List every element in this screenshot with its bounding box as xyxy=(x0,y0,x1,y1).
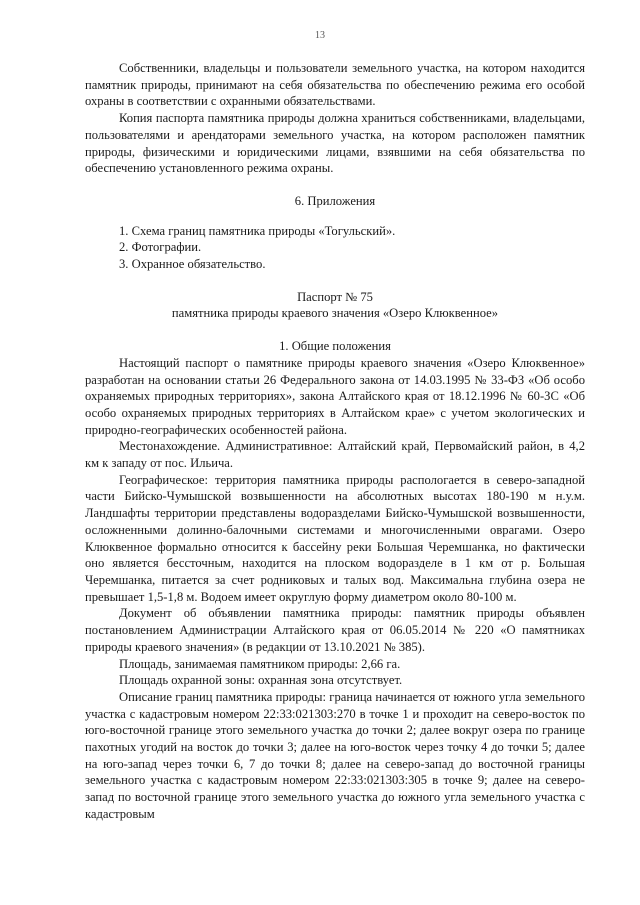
page-content xyxy=(85,60,585,823)
paragraph-declaration-document: Документ об объявлении памятника природы: памятник природы объявлен постановлением Администрации Алтайского края от 06.05.2014 № 220 «О памятниках природы краевого значения» (в редакции от 13.10.2021 № 385). xyxy=(85,606,585,654)
paragraph-owners-obligations: Собственники, владельцы и пользователи земельного участка, на котором находится памятник природы, принимают на себя обязательства по обеспечению режима его особой охраны в соответствии с охранными обязательствами. xyxy=(85,61,585,109)
section-heading: 1. Общие положения xyxy=(279,339,391,354)
appendix-heading: 6. Приложения xyxy=(294,193,376,208)
paragraph-passport-copy: Копия паспорта памятника природы должна храниться собственниками, владельцами, пользователями и арендаторами земельного участка, на котором расположен памятник природы, физическими и юридическими лицами, взявшими на себя обязательства по обеспечению установленного режима охраны. xyxy=(85,111,585,176)
page-number: 13 xyxy=(315,30,325,41)
paragraph-geography: Географическое: территория памятника природы распологается в северо-западной части Бийско-Чумышской возвышенности на абсолютных высотах 180-190 м н.у.м. Ландшафты территории представлены водоразделами Бийско-Чумышской возвышенности, осложненными долинно-балочными системами и многочисленными оврагами. Озеро Клюквенное формально относится к бассейну реки Большая Черемшанка, но фактически оно является бессточным, находится на плоском водоразделе в 1 км от р. Большая Черемшанка, питается за счет родниковых и талых вод. Максимальна глубина озера не превышает 1,5-1,8 м. Водоем имеет округлую форму диаметром около 80-100 м. xyxy=(85,472,585,604)
paragraph-protection-zone: Площадь охранной зоны: охранная зона отсутствует. xyxy=(119,673,403,688)
passport-subtitle: памятника природы краевого значения «Озеро Клюквенное» xyxy=(171,306,499,321)
appendix-item: 2. Фотографии. xyxy=(119,240,202,255)
passport-title: Паспорт № 75 xyxy=(297,289,373,304)
paragraph-basis: Настоящий паспорт о памятнике природы краевого значения «Озеро Клюквенное» разработан на основании статьи 26 Федерального закона от 14.03.1995 № 33-ФЗ «Об особо охраняемых природных территориях», закона Алтайского края от 18.12.1996 № 60-ЗС «Об особо охраняемых природных территориях в Алтайском крае» с учетом экологических и природно-географических особенностей района. xyxy=(85,355,585,437)
paragraph-boundary-description: Описание границ памятника природы: граница начинается от южного угла земельного участка с кадастровым номером 22:33:021303:270 в точке 1 и проходит на северо-восток по юго-восточной границе этого земельного участка до точки 2; далее вокруг озера по границе пахотных угодий на восток до точки 3; далее на юго-восток через точку 4 до точки 5; далее на юго-запад через точки 6, 7 до точки 8; далее на северо-запад до восточной границы земельного участка с кадастровым номером 22:33:021303:305 в точке 9; далее на северо-запад по восточной границе этого земельного участка до южного угла земельного участка с кадастровым xyxy=(85,689,585,821)
appendix-item: 1. Схема границ памятника природы «Тогульский». xyxy=(119,223,396,238)
appendix-item: 3. Охранное обязательство. xyxy=(119,257,266,272)
paragraph-area: Площадь, занимаемая памятником природы: 2,66 га. xyxy=(119,656,401,671)
appendix-list xyxy=(85,223,585,273)
paragraph-location: Местонахождение. Административное: Алтайский край, Первомайский район, в 4,2 км к западу от пос. Ильича. xyxy=(85,439,585,471)
